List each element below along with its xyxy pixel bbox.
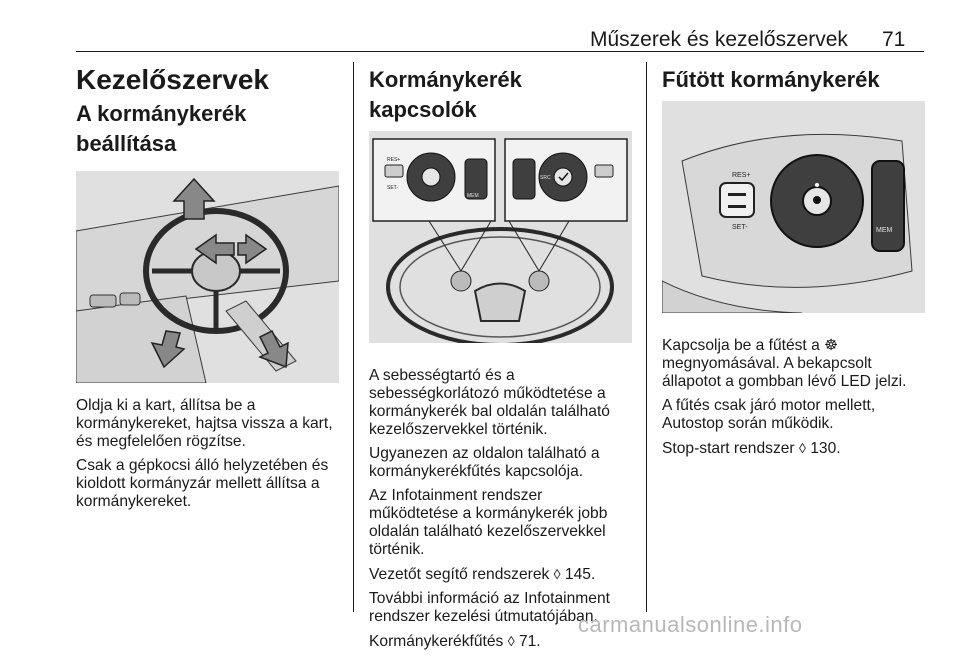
section-title: Kezelőszervek [76, 64, 270, 95]
paragraph [662, 337, 928, 391]
paragraph: A fűtés csak járó motor mellett, Autostop során működik. [662, 397, 876, 432]
column-2 [369, 63, 635, 657]
reference-page: 145. [564, 566, 596, 583]
column-divider [353, 62, 354, 612]
reference-page: 71. [518, 633, 541, 650]
running-header: Műszerek és kezelőszervek [590, 28, 848, 51]
reference-text: Stop-start rendszer [662, 440, 795, 457]
watermark: carmanualsonline.info [578, 612, 803, 637]
page-reference-icon: ◊ [507, 633, 515, 649]
mem-label: MEM [467, 193, 479, 199]
cross-reference[interactable] [662, 439, 928, 458]
paragraph: Az Infotainment rendszer működtetése a kormánykerék jobb oldalán található kezelőszervekkel történik. [369, 487, 608, 558]
steering-adjustment-figure [76, 171, 339, 383]
reference-text: Vezetőt segítő rendszerek [369, 566, 550, 583]
cross-reference[interactable] [369, 565, 635, 584]
set-label: SET- [387, 185, 399, 191]
src-label: SRC [540, 175, 551, 181]
paragraph: A sebességtartó és a sebességkorlátozó működtetése a kormánykerék bal oldalán található kezelőszervekkel történik. [369, 367, 610, 438]
reference-page: 130. [810, 440, 841, 457]
steering-wheel-switches-figure [369, 131, 632, 343]
heated-steering-wheel-figure [662, 101, 925, 313]
paragraph-text: Kapcsolja be a fűtést a [662, 337, 820, 354]
column-3 [662, 63, 928, 464]
page-reference-icon: ◊ [553, 566, 561, 582]
heated-wheel-icon: ☸ [824, 337, 839, 354]
section-title: Fűtött kormánykerék [662, 67, 880, 92]
section-title: Kormánykerék kapcsolók [369, 67, 522, 122]
mem-label: MEM [876, 227, 893, 234]
column-1 [76, 63, 342, 517]
column-divider [646, 62, 647, 612]
paragraph-text: megnyomásával. A bekapcsolt állapotot a gombban lévő LED jelzi. [662, 355, 907, 390]
paragraph: További információ az Infotainment rendszer kezelési útmutatójában. [369, 590, 610, 625]
paragraph: Csak a gépkocsi álló helyzetében és kioldott kormányzár mellett állítsa a kormánykereket. [76, 457, 329, 510]
header-rule [76, 51, 924, 52]
set-label: SET- [732, 224, 748, 231]
paragraph: Oldja ki a kart, állítsa be a kormánykereket, hajtsa vissza a kart, és megfelelően rögzítse. [76, 397, 333, 450]
subsection-title: A kormánykerék beállítása [76, 101, 247, 156]
res-label: RES+ [387, 157, 401, 163]
page-number: 71 [882, 28, 906, 51]
paragraph: Ugyanezen az oldalon található a kormánykerékfűtés kapcsolója. [369, 445, 600, 480]
page-reference-icon: ◊ [798, 440, 806, 456]
reference-text: Kormánykerékfűtés [369, 633, 504, 650]
res-label: RES+ [732, 172, 751, 179]
